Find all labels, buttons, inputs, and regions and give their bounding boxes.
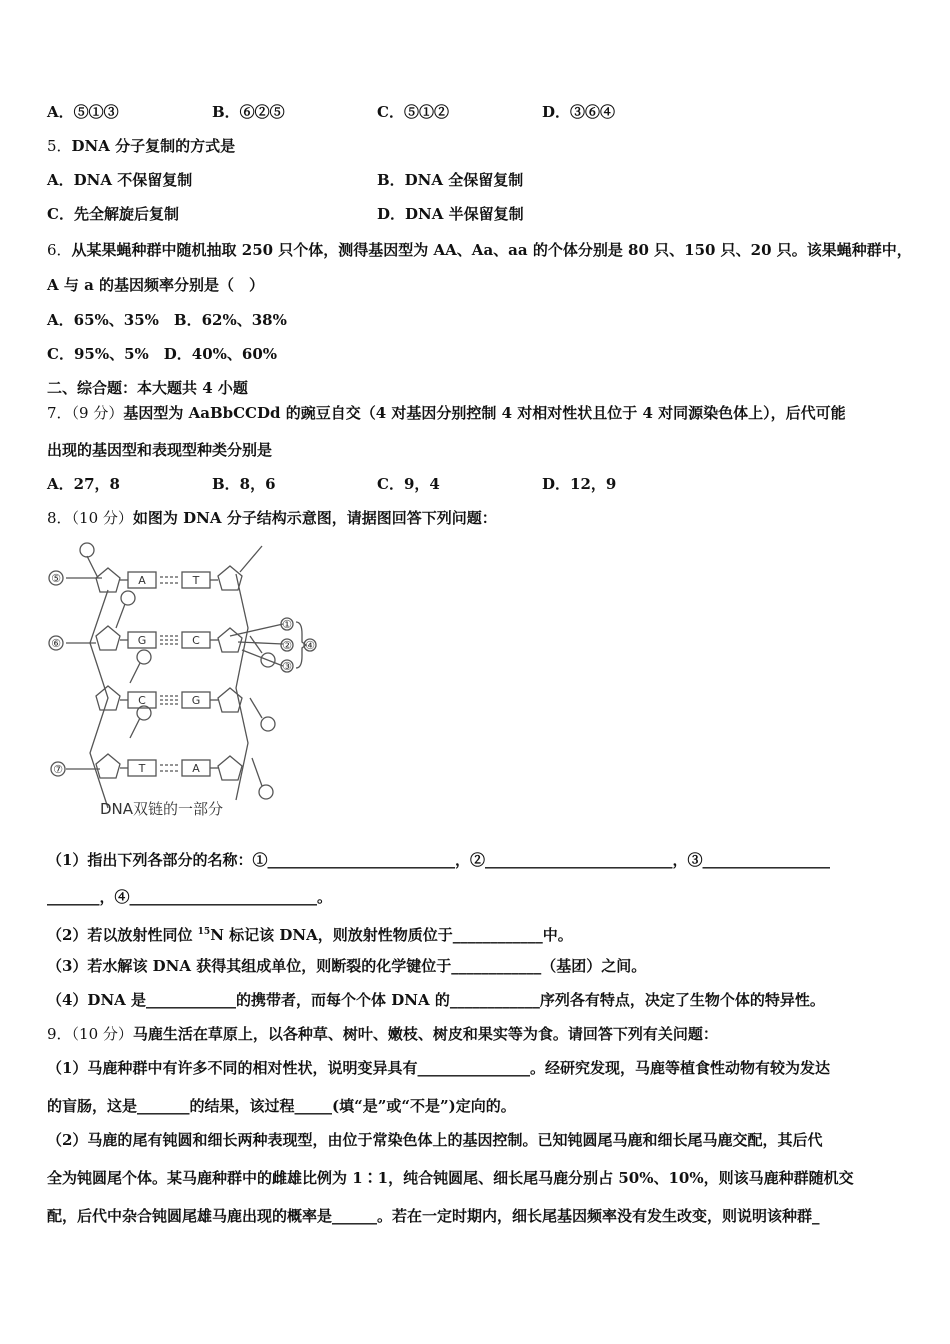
q9-stem — [47, 1024, 718, 1044]
q4-option-d: D．③⑥④ — [542, 103, 616, 121]
base-left-2: G — [137, 634, 147, 647]
q5-stem-text: DNA 分子复制的方式是 — [71, 137, 236, 155]
q7-number: 7．（9 分） — [47, 404, 124, 422]
q9-stem-text: 马鹿生活在草原上，以各种草、树叶、嫩枝、树皮和果实等为食。请回答下列有关问题： — [132, 1025, 718, 1043]
q8-sub1-line1: （1）指出下列各部分的名称：①_________________________，②_________________________，③_________________ — [47, 851, 830, 869]
q5-option-a: A．DNA 不保留复制 — [47, 171, 193, 189]
q6-options-cd: C．95%、5% D．40%、60% — [47, 345, 278, 363]
q6-number: 6． — [47, 241, 72, 259]
figure-label-5: ⑤ — [51, 572, 61, 585]
q5-option-b: B．DNA 全保留复制 — [377, 171, 524, 189]
q6-line1-text: 从某果蝇种群中随机抽取 250 只个体，测得基因型为 AA、Aa、aa 的个体分别是 80 只、150 只、20 只。该果蝇种群中， — [71, 241, 912, 259]
q5-number: 5． — [47, 137, 72, 155]
q8-sub1-line2: _______，④_________________________。 — [47, 888, 333, 906]
q7-line1-text: 基因型为 AaBbCCDd 的豌豆自交（4 对基因分别控制 4 对相对性状且位于 4 对同源染色体上），后代可能 — [123, 404, 846, 422]
base-left-3: C — [138, 694, 146, 707]
q8-stem — [47, 508, 497, 528]
q5-option-d: D．DNA 半保留复制 — [377, 205, 524, 223]
base-right-4: A — [192, 762, 200, 775]
q6-stem-line2: A 与 a 的基因频率分别是（ ） — [47, 276, 265, 294]
q8-sub2 — [47, 922, 573, 945]
q8-sub2-post: N 标记该 DNA，则放射性物质位于____________中。 — [210, 926, 573, 944]
q6-stem-line1 — [47, 240, 912, 260]
base-right-1: T — [192, 574, 200, 587]
q9-sub1-line1: （1）马鹿种群中有许多不同的相对性状，说明变异具有_______________。经研究发现，马鹿等植食性动物有较为发达 — [47, 1059, 830, 1077]
q7-option-d: D．12，9 — [542, 475, 617, 493]
base-right-2: C — [192, 634, 200, 647]
q5-stem — [47, 136, 235, 156]
figure-label-2: ② — [282, 639, 292, 652]
q5-option-c: C．先全解旋后复制 — [47, 205, 179, 223]
figure-label-1: ① — [282, 618, 292, 631]
q7-option-b: B．8，6 — [212, 475, 276, 493]
figure-label-3: ③ — [282, 660, 292, 673]
q6-options-ab: A．65%、35% B．62%、38% — [47, 311, 287, 329]
q9-number: 9．（10 分） — [47, 1025, 133, 1043]
figure-label-7: ⑦ — [53, 763, 63, 776]
q8-sub2-superscript: 15 — [197, 927, 211, 937]
q8-number: 8．（10 分） — [47, 509, 133, 527]
base-right-3: G — [191, 694, 201, 707]
q7-stem-line2: 出现的基因型和表现型种类分别是 — [47, 441, 273, 459]
q9-sub2-line3: 配，后代中杂合钝圆尾雄马鹿出现的概率是______。若在一定时期内，细长尾基因频率没有发生改变，则说明该种群_ — [47, 1207, 820, 1225]
dna-structure-figure — [40, 538, 340, 828]
q8-stem-text: 如图为 DNA 分子结构示意图，请据图回答下列问题： — [132, 509, 497, 527]
q8-sub3: （3）若水解该 DNA 获得其组成单位，则断裂的化学键位于____________（基团）之间。 — [47, 957, 647, 975]
figure-label-6: ⑥ — [51, 637, 61, 650]
q9-sub2-line2: 全为钝圆尾个体。某马鹿种群中的雌雄比例为 1∶1，纯合钝圆尾、细长尾马鹿分别占 50%、10%，则该马鹿种群随机交 — [47, 1169, 854, 1187]
q7-option-a: A．27，8 — [47, 475, 120, 493]
base-left-1: A — [138, 574, 146, 587]
q4-option-a: A．⑤①③ — [47, 103, 119, 121]
section-title: 二、综合题：本大题共 4 小题 — [47, 379, 248, 397]
q8-sub2-pre: （2）若以放射性同位 — [47, 926, 198, 944]
q4-option-c: C．⑤①② — [377, 103, 449, 121]
q8-sub4: （4）DNA 是____________的携带者，而每个个体 DNA 的____________序列各有特点，决定了生物个体的特异性。 — [47, 991, 825, 1009]
q4-option-b: B．⑥②⑤ — [212, 103, 285, 121]
figure-caption: DNA双链的一部分 — [100, 800, 224, 818]
q7-stem-line1 — [47, 403, 846, 423]
base-left-4: T — [138, 762, 146, 775]
figure-label-4: ④ — [305, 639, 315, 652]
q9-sub2-line1: （2）马鹿的尾有钝圆和细长两种表现型，由位于常染色体上的基因控制。已知钝圆尾马鹿和细长尾马鹿交配，其后代 — [47, 1131, 823, 1149]
q9-sub1-line2: 的盲肠，这是_______的结果，该过程_____(填“是”或“不是”)定向的。 — [47, 1097, 516, 1115]
q7-option-c: C．9，4 — [377, 475, 440, 493]
